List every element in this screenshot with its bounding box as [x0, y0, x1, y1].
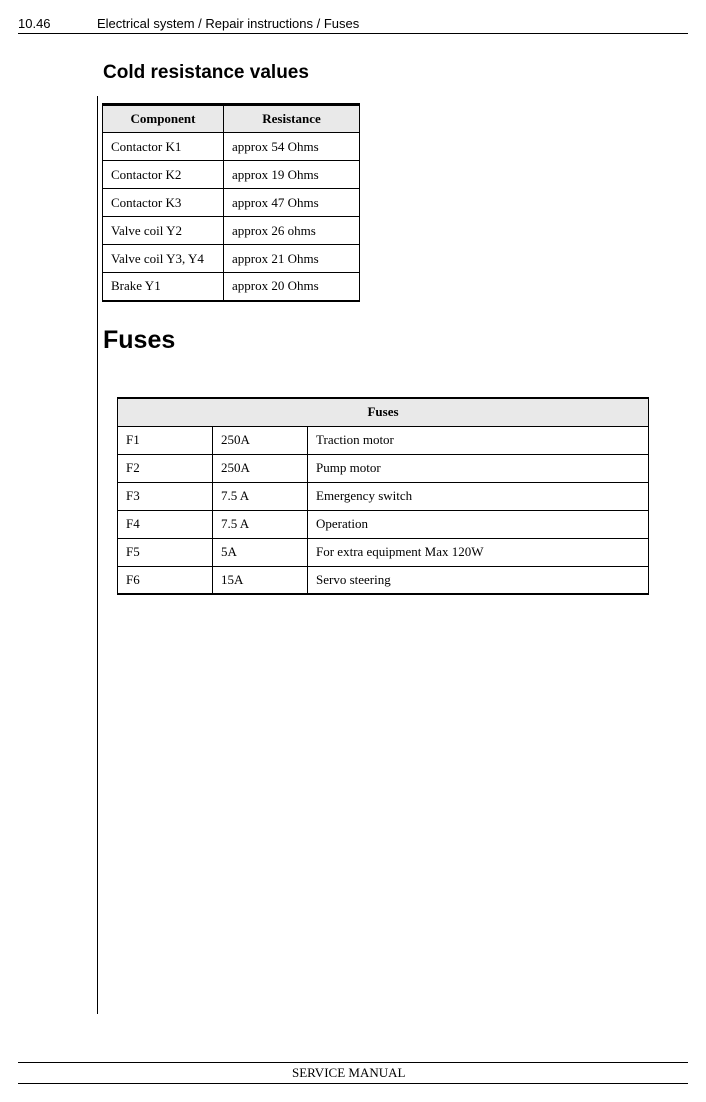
- fuse-rating-cell: 15A: [213, 566, 308, 594]
- cold-resistance-title: Cold resistance values: [103, 62, 309, 83]
- page-number: 10.46: [18, 16, 51, 31]
- cold-resistance-table: [102, 103, 360, 302]
- fuse-id-cell: F5: [118, 538, 213, 566]
- fuses-table: [117, 397, 649, 595]
- component-cell: Contactor K2: [103, 161, 224, 189]
- fuse-id-cell: F6: [118, 566, 213, 594]
- component-cell: Contactor K1: [103, 133, 224, 161]
- footer-rule-bottom: [18, 1083, 688, 1084]
- fuse-circuit-cell: For extra equipment Max 120W: [308, 538, 649, 566]
- page-header: [18, 14, 688, 34]
- table-row: [103, 245, 360, 273]
- fuse-circuit-cell: Servo steering: [308, 566, 649, 594]
- table-header-row: [103, 105, 360, 133]
- fuse-rating-cell: 7.5 A: [213, 482, 308, 510]
- table-row: [103, 133, 360, 161]
- table-row: [118, 454, 649, 482]
- resistance-cell: approx 54 Ohms: [224, 133, 360, 161]
- header-rule: [18, 33, 688, 34]
- fuse-circuit-cell: Emergency switch: [308, 482, 649, 510]
- margin-change-bar: [97, 96, 98, 1014]
- component-cell: Valve coil Y2: [103, 217, 224, 245]
- component-cell: Brake Y1: [103, 273, 224, 301]
- fuses-title: Fuses: [103, 326, 176, 354]
- running-title: Electrical system / Repair instructions / Fuses: [97, 16, 360, 31]
- footer-label: SERVICE MANUAL: [292, 1065, 406, 1080]
- table-row: [103, 217, 360, 245]
- resistance-cell: approx 20 Ohms: [224, 273, 360, 301]
- fuse-rating-cell: 250A: [213, 426, 308, 454]
- table-row: [103, 189, 360, 217]
- fuse-id-cell: F4: [118, 510, 213, 538]
- table-row: [118, 538, 649, 566]
- fuse-circuit-cell: Operation: [308, 510, 649, 538]
- resistance-cell: approx 19 Ohms: [224, 161, 360, 189]
- fuse-circuit-cell: Traction motor: [308, 426, 649, 454]
- fuse-rating-cell: 7.5 A: [213, 510, 308, 538]
- column-header-resistance: Resistance: [224, 105, 360, 133]
- table-row: [103, 273, 360, 301]
- resistance-cell: approx 21 Ohms: [224, 245, 360, 273]
- fuse-id-cell: F2: [118, 454, 213, 482]
- table-row: [118, 426, 649, 454]
- fuses-table-header: Fuses: [118, 398, 649, 426]
- column-header-component: Component: [103, 105, 224, 133]
- resistance-cell: approx 26 ohms: [224, 217, 360, 245]
- table-row: [103, 161, 360, 189]
- table-header-row: [118, 398, 649, 426]
- table-row: [118, 482, 649, 510]
- fuse-id-cell: F3: [118, 482, 213, 510]
- resistance-cell: approx 47 Ohms: [224, 189, 360, 217]
- component-cell: Valve coil Y3, Y4: [103, 245, 224, 273]
- fuse-rating-cell: 5A: [213, 538, 308, 566]
- footer-rule-top: [18, 1062, 688, 1063]
- table-row: [118, 510, 649, 538]
- table-row: [118, 566, 649, 594]
- fuse-circuit-cell: Pump motor: [308, 454, 649, 482]
- fuse-id-cell: F1: [118, 426, 213, 454]
- component-cell: Contactor K3: [103, 189, 224, 217]
- fuse-rating-cell: 250A: [213, 454, 308, 482]
